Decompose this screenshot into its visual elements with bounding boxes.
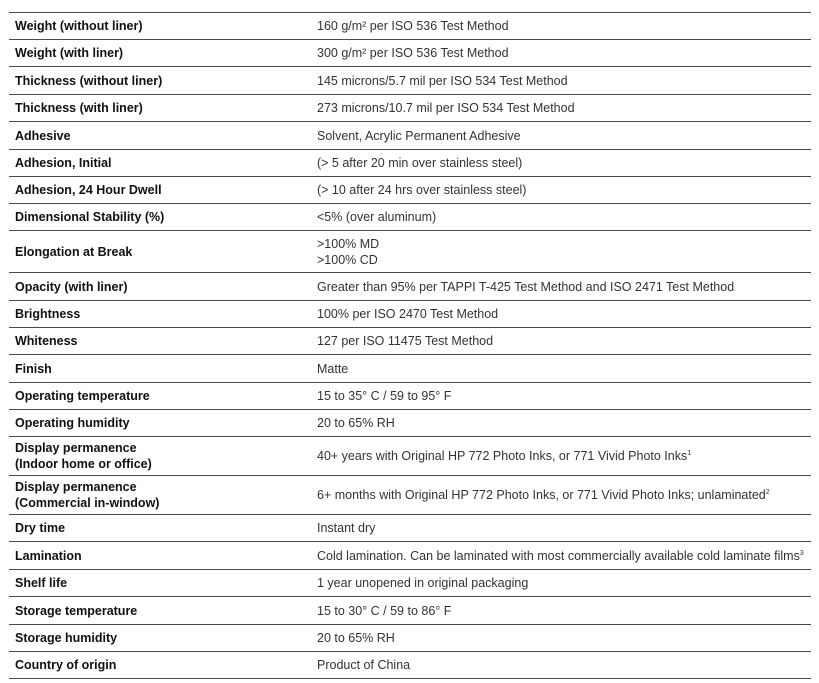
spec-value-text: Cold lamination. Can be laminated with most commercially available cold laminate films: [317, 548, 800, 563]
table-row: [9, 95, 811, 122]
table-row: [9, 476, 811, 515]
table-row: [9, 177, 811, 204]
spec-value: Instant dry: [311, 515, 811, 542]
spec-label: [9, 476, 311, 515]
spec-label: Dimensional Stability (%): [9, 204, 311, 231]
spec-label-line: (Indoor home or office): [15, 457, 152, 471]
specifications-table: [9, 12, 811, 679]
spec-label: Storage humidity: [9, 625, 311, 652]
table-row: [9, 570, 811, 597]
table-row: [9, 542, 811, 570]
spec-label: Brightness: [9, 301, 311, 328]
spec-value: Solvent, Acrylic Permanent Adhesive: [311, 122, 811, 150]
table-row: [9, 437, 811, 476]
spec-label-line: Display permanence: [15, 480, 137, 494]
spec-label: Shelf life: [9, 570, 311, 597]
spec-value: 15 to 30° C / 59 to 86° F: [311, 597, 811, 625]
table-row: [9, 122, 811, 150]
spec-label: Lamination: [9, 542, 311, 570]
spec-label: Adhesive: [9, 122, 311, 150]
footnote-marker: 2: [765, 488, 770, 496]
table-row: [9, 355, 811, 383]
spec-value: 1 year unopened in original packaging: [311, 570, 811, 597]
spec-value: (> 10 after 24 hrs over stainless steel): [311, 177, 811, 204]
spec-value: [311, 476, 811, 515]
spec-label: Weight (with liner): [9, 40, 311, 67]
spec-value: (> 5 after 20 min over stainless steel): [311, 150, 811, 177]
spec-value: [311, 231, 811, 273]
table-row: [9, 383, 811, 410]
spec-value: <5% (over aluminum): [311, 204, 811, 231]
spec-label: Dry time: [9, 515, 311, 542]
spec-value: Matte: [311, 355, 811, 383]
table-row: [9, 625, 811, 652]
spec-label: Country of origin: [9, 652, 311, 679]
spec-label: Finish: [9, 355, 311, 383]
spec-value: 300 g/m² per ISO 536 Test Method: [311, 40, 811, 67]
spec-label: [9, 437, 311, 476]
spec-label: Operating temperature: [9, 383, 311, 410]
spec-value: 127 per ISO 11475 Test Method: [311, 328, 811, 355]
spec-label: Thickness (with liner): [9, 95, 311, 122]
spec-value-text: 40+ years with Original HP 772 Photo Inks, or 771 Vivid Photo Inks: [317, 449, 688, 463]
footnote-marker: 3: [799, 549, 804, 557]
table-row: [9, 515, 811, 542]
spec-label: Adhesion, 24 Hour Dwell: [9, 177, 311, 204]
table-row: [9, 597, 811, 625]
spec-value: Greater than 95% per TAPPI T-425 Test Method and ISO 2471 Test Method: [311, 273, 811, 301]
spec-label: Weight (without liner): [9, 13, 311, 40]
spec-value: [311, 542, 811, 570]
spec-value: 20 to 65% RH: [311, 625, 811, 652]
table-row: [9, 273, 811, 301]
spec-label: Operating humidity: [9, 410, 311, 437]
table-row: [9, 13, 811, 40]
spec-value: [311, 437, 811, 476]
table-row: [9, 150, 811, 177]
spec-label: Adhesion, Initial: [9, 150, 311, 177]
spec-label: Whiteness: [9, 328, 311, 355]
spec-label-line: (Commercial in-window): [15, 496, 160, 510]
spec-value: 160 g/m² per ISO 536 Test Method: [311, 13, 811, 40]
table-row: [9, 410, 811, 437]
spec-value-line: >100% CD: [317, 252, 378, 267]
spec-label: Thickness (without liner): [9, 67, 311, 95]
table-row: [9, 40, 811, 67]
spec-value: Product of China: [311, 652, 811, 679]
spec-label: Elongation at Break: [9, 231, 311, 273]
table-row: [9, 301, 811, 328]
spec-value: 145 microns/5.7 mil per ISO 534 Test Method: [311, 67, 811, 95]
spec-label: Opacity (with liner): [9, 273, 311, 301]
table-row: [9, 652, 811, 679]
footnote-marker: 1: [687, 449, 692, 457]
spec-value: 100% per ISO 2470 Test Method: [311, 301, 811, 328]
spec-value: 15 to 35° C / 59 to 95° F: [311, 383, 811, 410]
spec-value-text: 6+ months with Original HP 772 Photo Inks, or 771 Vivid Photo Inks; unlaminated: [317, 488, 766, 502]
table-row: [9, 67, 811, 95]
table-row: [9, 328, 811, 355]
spec-value: 20 to 65% RH: [311, 410, 811, 437]
table-row: [9, 231, 811, 273]
table-row: [9, 204, 811, 231]
spec-value: 273 microns/10.7 mil per ISO 534 Test Method: [311, 95, 811, 122]
spec-label: Storage temperature: [9, 597, 311, 625]
spec-value-line: >100% MD: [317, 236, 380, 251]
spec-label-line: Display permanence: [15, 441, 137, 455]
